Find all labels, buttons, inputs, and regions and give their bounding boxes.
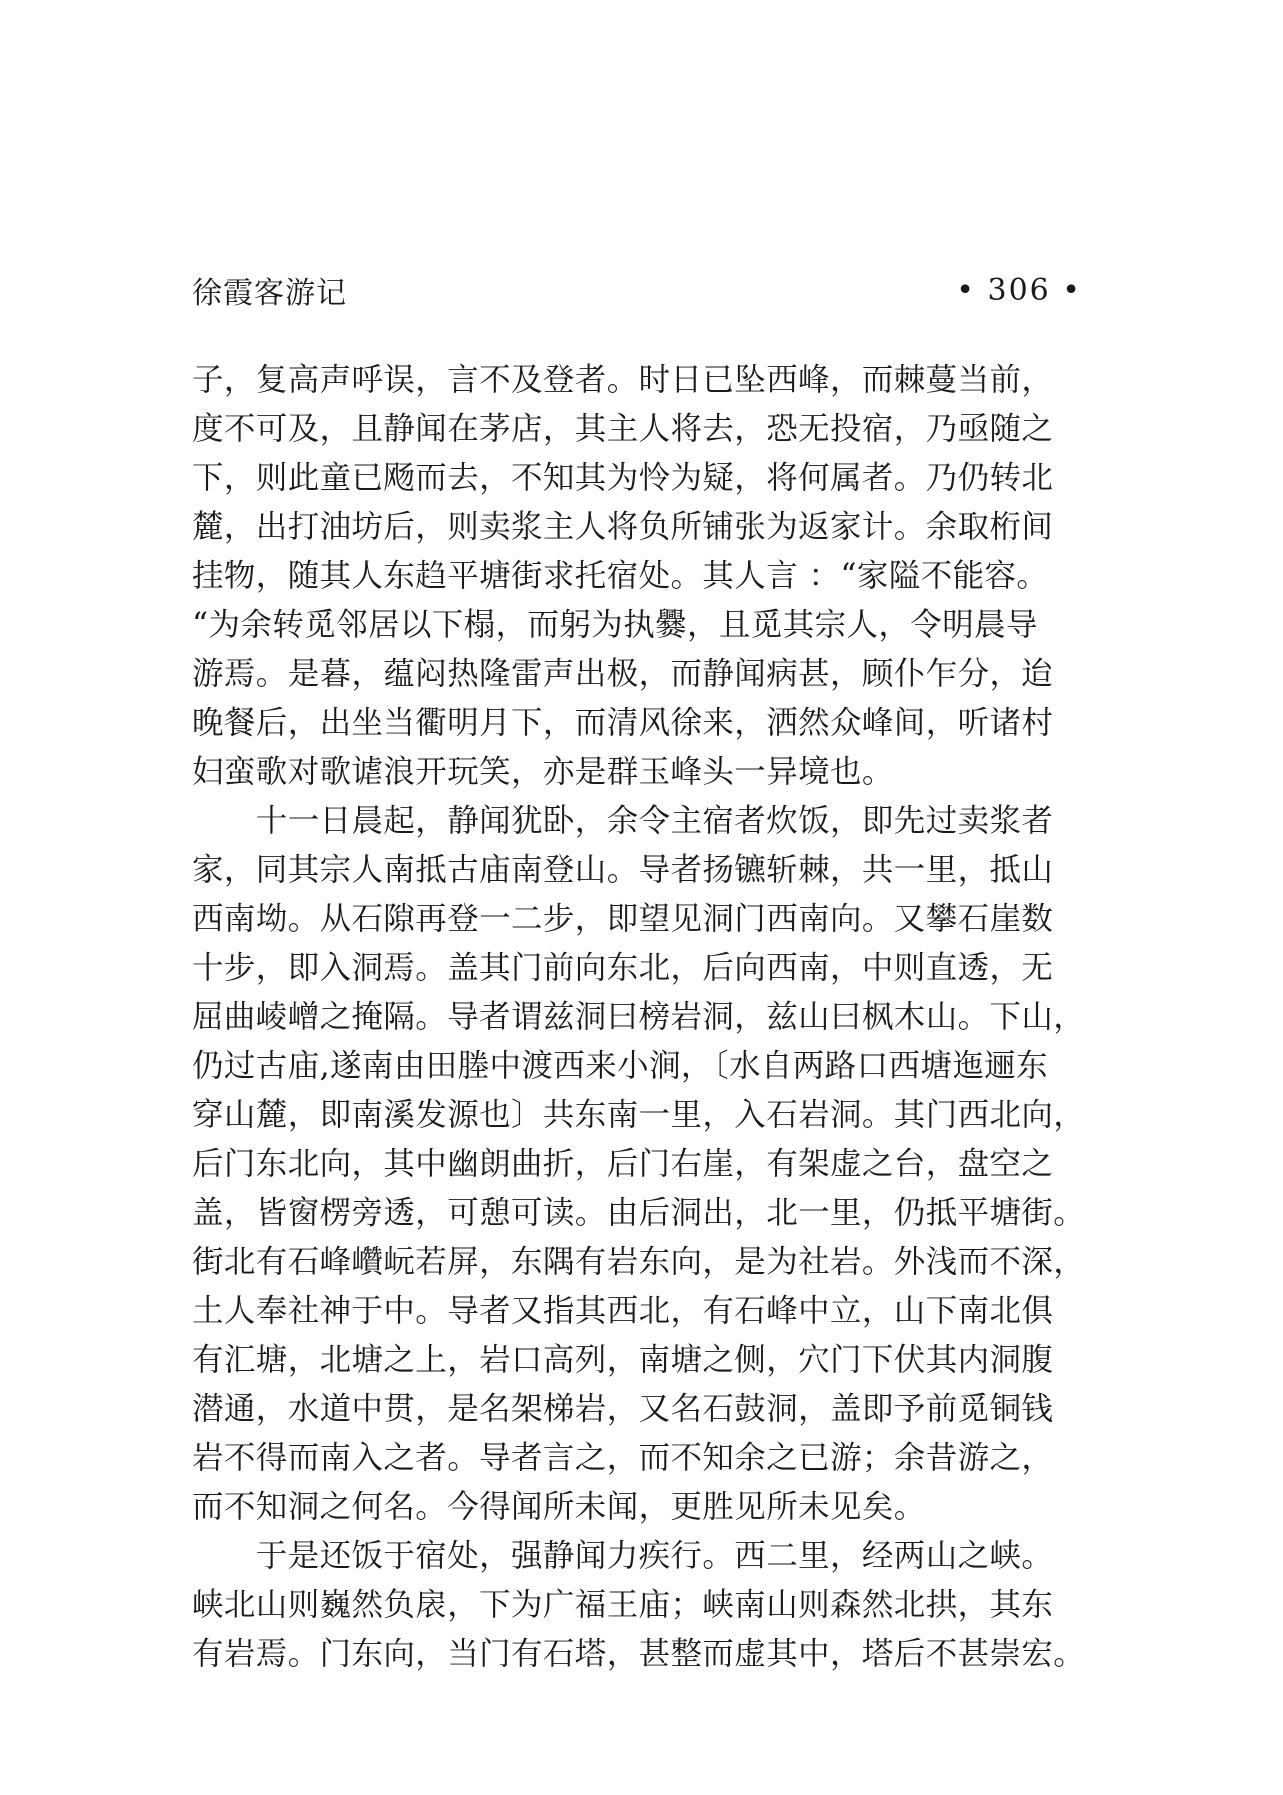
text-line: 仍过古庙,遂南由田塍中渡西来小涧，〔水自两路口西塘迤逦东	[192, 1048, 1048, 1084]
text-line: 下，则此童已飏而去，不知其为怜为疑，将何属者。乃仍转北	[192, 460, 1054, 496]
page-number: • 306 •	[956, 272, 1082, 308]
text-line: 土人奉社神于中。导者又指其西北，有石峰中立，山下南北俱	[192, 1293, 1054, 1329]
text-line: 妇蛮歌对歌谑浪开玩笑，亦是群玉峰头一异境也。	[192, 754, 894, 790]
text-line: 有岩焉。门东向，当门有石塔，甚整而虚其中，塔后不甚崇宏。	[192, 1636, 1086, 1672]
body-text	[192, 356, 1092, 1679]
text-line: 西南坳。从石隙再登一二步，即望见洞门西南向。又攀石崖数	[192, 901, 1054, 937]
text-line: 岩不得而南入之者。导者言之，而不知余之已游；余昔游之，	[192, 1440, 1054, 1476]
text-line: 潜通，水道中贯，是名架梯岩，又名石鼓洞，盖即予前觅铜钱	[192, 1391, 1054, 1427]
page-header	[192, 268, 1082, 312]
text-line: 度不可及，且静闻在茅店，其主人将去，恐无投宿，乃亟随之	[192, 411, 1054, 447]
text-line: 家，同其宗人南抵古庙南登山。导者扬镳斩棘，共一里，抵山	[192, 852, 1054, 888]
text-line: 后门东北向，其中幽朗曲折，后门右崖，有架虚之台，盘空之	[192, 1146, 1054, 1182]
text-line: 子，复高声呼误，言不及登者。时日已坠西峰，而棘蔓当前，	[192, 362, 1054, 398]
text-line: 有汇塘，北塘之上，岩口高列，南塘之侧，穴门下伏其内洞腹	[192, 1342, 1054, 1378]
text-line: 穿山麓，即南溪发源也〕共东南一里，入石岩洞。其门西北向，	[192, 1097, 1086, 1133]
text-line: “为余转觅邻居以下榻，而躬为执爨，且觅其宗人，令明晨导	[192, 607, 1038, 643]
text-line: 十一日晨起，静闻犹卧，余令主宿者炊饭，即先过卖浆者	[192, 803, 1054, 839]
text-line: 峡北山则巍然负扆，下为广福王庙；峡南山则森然北拱，其东	[192, 1587, 1054, 1623]
text-line: 晚餐后，出坐当衢明月下，而清风徐来，洒然众峰间，听诸村	[192, 705, 1054, 741]
text-line: 游焉。是暮，蕴闷热隆雷声出极，而静闻病甚，顾仆乍分，迨	[192, 656, 1054, 692]
text-line: 十步，即入洞焉。盖其门前向东北，后向西南，中则直透，无	[192, 950, 1054, 986]
book-title: 徐霞客游记	[192, 276, 347, 311]
text-line: 街北有石峰巑岏若屏，东隅有岩东向，是为社岩。外浅而不深，	[192, 1244, 1086, 1280]
text-line: 而不知洞之何名。今得闻所未闻，更胜见所未见矣。	[192, 1489, 926, 1525]
text-line: 于是还饭于宿处，强静闻力疾行。西二里，经两山之峡。	[192, 1538, 1054, 1574]
text-line: 屈曲崚嶒之掩隔。导者谓兹洞曰榜岩洞，兹山曰枫木山。下山，	[192, 999, 1086, 1035]
text-line: 麓，出打油坊后，则卖浆主人将负所铺张为返家计。余取桁间	[192, 509, 1054, 545]
text-line: 挂物，随其人东趋平塘街求托宿处。其人言 ：“家隘不能容。	[192, 558, 1049, 594]
text-line: 盖，皆窗楞旁透，可憩可读。由后洞出，北一里，仍抵平塘街。	[192, 1195, 1086, 1231]
